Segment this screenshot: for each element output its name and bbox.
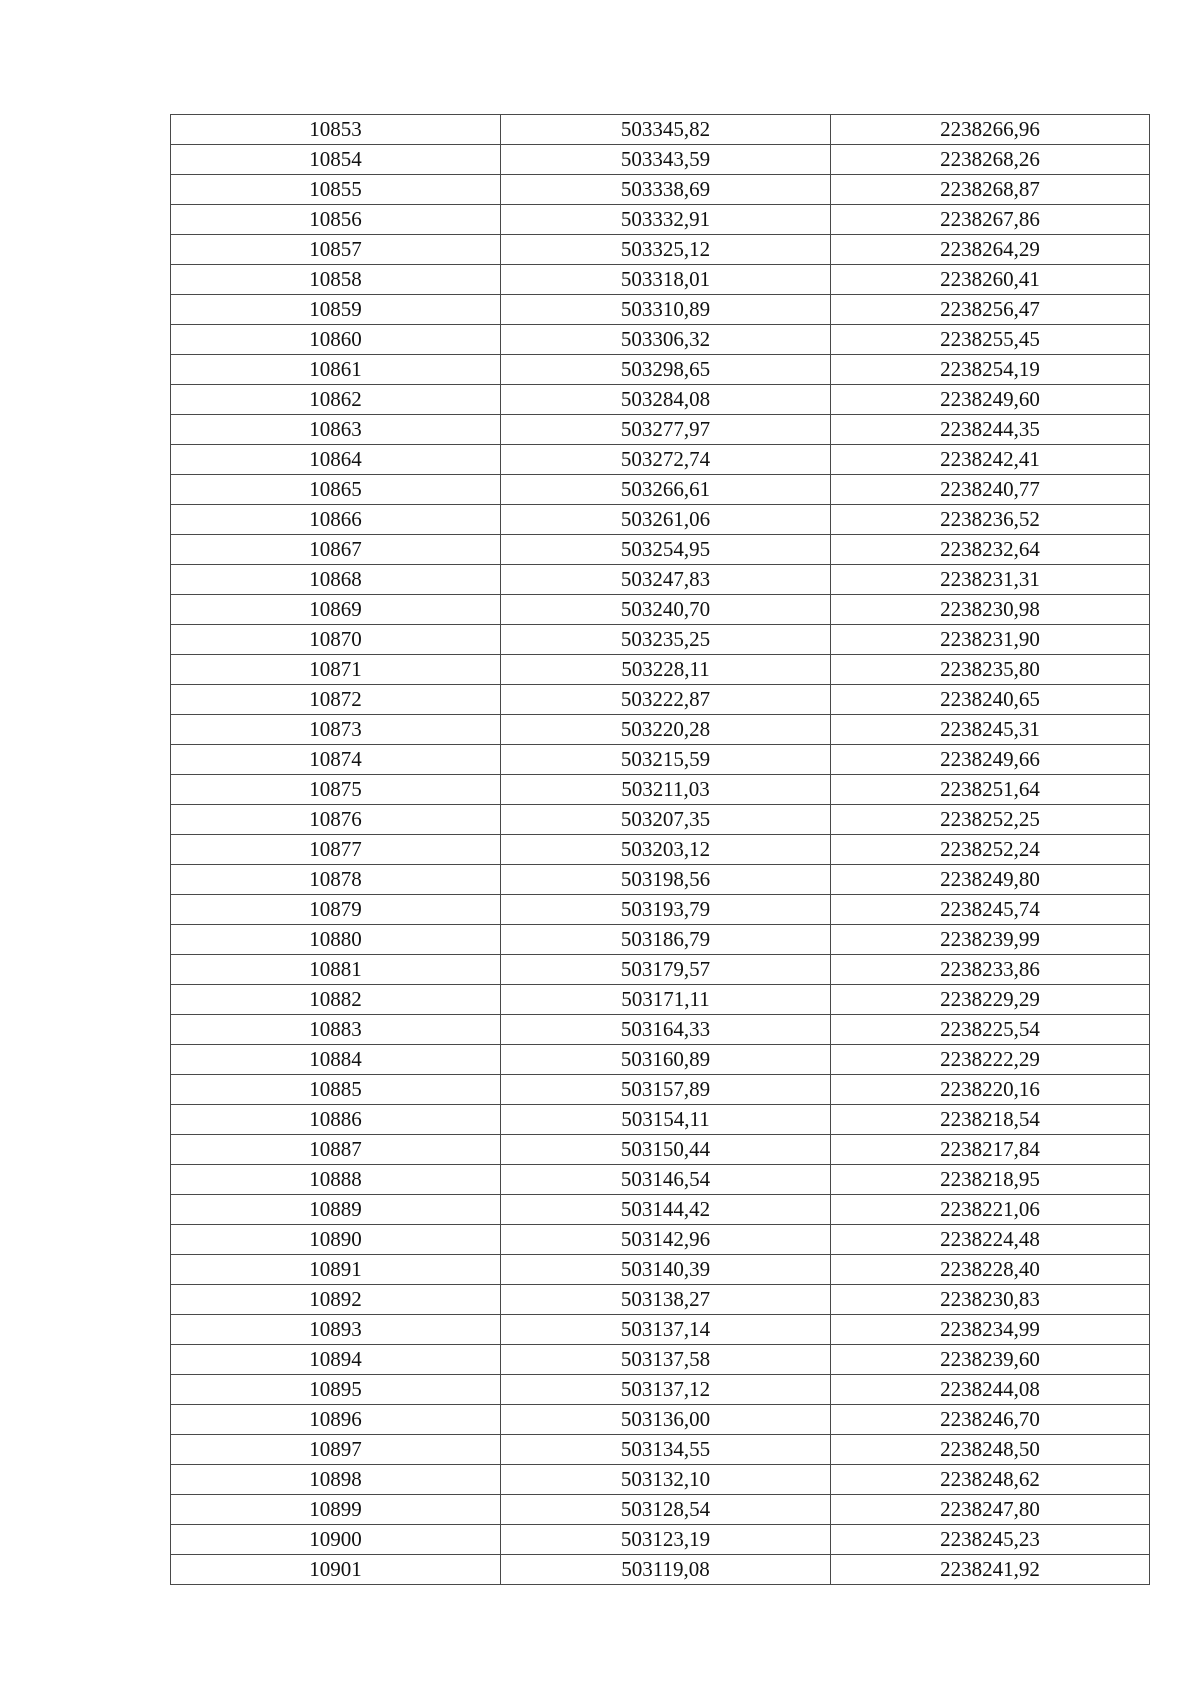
y-coordinate-cell: 2238245,23 bbox=[831, 1525, 1150, 1555]
x-coordinate-cell: 503179,57 bbox=[501, 955, 831, 985]
point-number-cell: 10859 bbox=[171, 295, 501, 325]
point-number-cell: 10884 bbox=[171, 1045, 501, 1075]
y-coordinate-cell: 2238245,31 bbox=[831, 715, 1150, 745]
y-coordinate-cell: 2238233,86 bbox=[831, 955, 1150, 985]
point-number-cell: 10891 bbox=[171, 1255, 501, 1285]
y-coordinate-cell: 2238218,95 bbox=[831, 1165, 1150, 1195]
x-coordinate-cell: 503266,61 bbox=[501, 475, 831, 505]
table-row bbox=[171, 895, 1150, 925]
point-number-cell: 10876 bbox=[171, 805, 501, 835]
point-number-cell: 10883 bbox=[171, 1015, 501, 1045]
y-coordinate-cell: 2238235,80 bbox=[831, 655, 1150, 685]
y-coordinate-cell: 2238249,60 bbox=[831, 385, 1150, 415]
x-coordinate-cell: 503298,65 bbox=[501, 355, 831, 385]
table-row bbox=[171, 1255, 1150, 1285]
x-coordinate-cell: 503150,44 bbox=[501, 1135, 831, 1165]
table-row bbox=[171, 1135, 1150, 1165]
y-coordinate-cell: 2238254,19 bbox=[831, 355, 1150, 385]
point-number-cell: 10868 bbox=[171, 565, 501, 595]
x-coordinate-cell: 503157,89 bbox=[501, 1075, 831, 1105]
x-coordinate-cell: 503142,96 bbox=[501, 1225, 831, 1255]
point-number-cell: 10855 bbox=[171, 175, 501, 205]
point-number-cell: 10865 bbox=[171, 475, 501, 505]
y-coordinate-cell: 2238242,41 bbox=[831, 445, 1150, 475]
y-coordinate-cell: 2238240,77 bbox=[831, 475, 1150, 505]
table-row bbox=[171, 115, 1150, 145]
x-coordinate-cell: 503136,00 bbox=[501, 1405, 831, 1435]
x-coordinate-cell: 503254,95 bbox=[501, 535, 831, 565]
y-coordinate-cell: 2238217,84 bbox=[831, 1135, 1150, 1165]
y-coordinate-cell: 2238228,40 bbox=[831, 1255, 1150, 1285]
table-row bbox=[171, 1465, 1150, 1495]
point-number-cell: 10890 bbox=[171, 1225, 501, 1255]
x-coordinate-cell: 503325,12 bbox=[501, 235, 831, 265]
y-coordinate-cell: 2238249,80 bbox=[831, 865, 1150, 895]
x-coordinate-cell: 503119,08 bbox=[501, 1555, 831, 1585]
point-number-cell: 10901 bbox=[171, 1555, 501, 1585]
point-number-cell: 10873 bbox=[171, 715, 501, 745]
table-row bbox=[171, 1525, 1150, 1555]
point-number-cell: 10861 bbox=[171, 355, 501, 385]
table-row bbox=[171, 865, 1150, 895]
table-row bbox=[171, 1495, 1150, 1525]
point-number-cell: 10866 bbox=[171, 505, 501, 535]
y-coordinate-cell: 2238268,26 bbox=[831, 145, 1150, 175]
point-number-cell: 10892 bbox=[171, 1285, 501, 1315]
table-row bbox=[171, 415, 1150, 445]
point-number-cell: 10886 bbox=[171, 1105, 501, 1135]
y-coordinate-cell: 2238251,64 bbox=[831, 775, 1150, 805]
y-coordinate-cell: 2238264,29 bbox=[831, 235, 1150, 265]
y-coordinate-cell: 2238218,54 bbox=[831, 1105, 1150, 1135]
table-row bbox=[171, 355, 1150, 385]
table-row bbox=[171, 925, 1150, 955]
x-coordinate-cell: 503164,33 bbox=[501, 1015, 831, 1045]
x-coordinate-cell: 503235,25 bbox=[501, 625, 831, 655]
x-coordinate-cell: 503345,82 bbox=[501, 115, 831, 145]
x-coordinate-cell: 503220,28 bbox=[501, 715, 831, 745]
y-coordinate-cell: 2238236,52 bbox=[831, 505, 1150, 535]
y-coordinate-cell: 2238231,90 bbox=[831, 625, 1150, 655]
x-coordinate-cell: 503306,32 bbox=[501, 325, 831, 355]
y-coordinate-cell: 2238246,70 bbox=[831, 1405, 1150, 1435]
x-coordinate-cell: 503222,87 bbox=[501, 685, 831, 715]
table-row bbox=[171, 1285, 1150, 1315]
table-row bbox=[171, 1555, 1150, 1585]
point-number-cell: 10888 bbox=[171, 1165, 501, 1195]
table-row bbox=[171, 1105, 1150, 1135]
table-row bbox=[171, 175, 1150, 205]
x-coordinate-cell: 503132,10 bbox=[501, 1465, 831, 1495]
table-row bbox=[171, 505, 1150, 535]
table-row bbox=[171, 1045, 1150, 1075]
y-coordinate-cell: 2238244,08 bbox=[831, 1375, 1150, 1405]
table-row bbox=[171, 835, 1150, 865]
point-number-cell: 10857 bbox=[171, 235, 501, 265]
y-coordinate-cell: 2238224,48 bbox=[831, 1225, 1150, 1255]
y-coordinate-cell: 2238256,47 bbox=[831, 295, 1150, 325]
point-number-cell: 10898 bbox=[171, 1465, 501, 1495]
point-number-cell: 10881 bbox=[171, 955, 501, 985]
point-number-cell: 10895 bbox=[171, 1375, 501, 1405]
table-row bbox=[171, 325, 1150, 355]
y-coordinate-cell: 2238222,29 bbox=[831, 1045, 1150, 1075]
point-number-cell: 10877 bbox=[171, 835, 501, 865]
table-row bbox=[171, 535, 1150, 565]
point-number-cell: 10864 bbox=[171, 445, 501, 475]
point-number-cell: 10854 bbox=[171, 145, 501, 175]
x-coordinate-cell: 503215,59 bbox=[501, 745, 831, 775]
y-coordinate-cell: 2238229,29 bbox=[831, 985, 1150, 1015]
table-row bbox=[171, 955, 1150, 985]
y-coordinate-cell: 2238252,25 bbox=[831, 805, 1150, 835]
point-number-cell: 10870 bbox=[171, 625, 501, 655]
table-row bbox=[171, 1015, 1150, 1045]
table-row bbox=[171, 205, 1150, 235]
table-row bbox=[171, 1435, 1150, 1465]
y-coordinate-cell: 2238221,06 bbox=[831, 1195, 1150, 1225]
y-coordinate-cell: 2238240,65 bbox=[831, 685, 1150, 715]
point-number-cell: 10860 bbox=[171, 325, 501, 355]
table-row bbox=[171, 565, 1150, 595]
point-number-cell: 10879 bbox=[171, 895, 501, 925]
table-row bbox=[171, 1075, 1150, 1105]
table-row bbox=[171, 1375, 1150, 1405]
table-row bbox=[171, 265, 1150, 295]
point-number-cell: 10869 bbox=[171, 595, 501, 625]
point-number-cell: 10874 bbox=[171, 745, 501, 775]
y-coordinate-cell: 2238220,16 bbox=[831, 1075, 1150, 1105]
table-row bbox=[171, 685, 1150, 715]
x-coordinate-cell: 503128,54 bbox=[501, 1495, 831, 1525]
x-coordinate-cell: 503261,06 bbox=[501, 505, 831, 535]
point-number-cell: 10882 bbox=[171, 985, 501, 1015]
x-coordinate-cell: 503137,12 bbox=[501, 1375, 831, 1405]
x-coordinate-cell: 503144,42 bbox=[501, 1195, 831, 1225]
point-number-cell: 10856 bbox=[171, 205, 501, 235]
x-coordinate-cell: 503203,12 bbox=[501, 835, 831, 865]
y-coordinate-cell: 2238249,66 bbox=[831, 745, 1150, 775]
y-coordinate-cell: 2238266,96 bbox=[831, 115, 1150, 145]
table-row bbox=[171, 805, 1150, 835]
y-coordinate-cell: 2238260,41 bbox=[831, 265, 1150, 295]
y-coordinate-cell: 2238252,24 bbox=[831, 835, 1150, 865]
x-coordinate-cell: 503318,01 bbox=[501, 265, 831, 295]
x-coordinate-cell: 503146,54 bbox=[501, 1165, 831, 1195]
point-number-cell: 10887 bbox=[171, 1135, 501, 1165]
x-coordinate-cell: 503277,97 bbox=[501, 415, 831, 445]
table-row bbox=[171, 145, 1150, 175]
y-coordinate-cell: 2238225,54 bbox=[831, 1015, 1150, 1045]
y-coordinate-cell: 2238248,62 bbox=[831, 1465, 1150, 1495]
y-coordinate-cell: 2238232,64 bbox=[831, 535, 1150, 565]
table-row bbox=[171, 385, 1150, 415]
y-coordinate-cell: 2238247,80 bbox=[831, 1495, 1150, 1525]
table-row bbox=[171, 775, 1150, 805]
table-row bbox=[171, 475, 1150, 505]
table-row bbox=[171, 295, 1150, 325]
point-number-cell: 10858 bbox=[171, 265, 501, 295]
x-coordinate-cell: 503338,69 bbox=[501, 175, 831, 205]
point-number-cell: 10900 bbox=[171, 1525, 501, 1555]
y-coordinate-cell: 2238255,45 bbox=[831, 325, 1150, 355]
point-number-cell: 10871 bbox=[171, 655, 501, 685]
x-coordinate-cell: 503134,55 bbox=[501, 1435, 831, 1465]
y-coordinate-cell: 2238239,60 bbox=[831, 1345, 1150, 1375]
x-coordinate-cell: 503343,59 bbox=[501, 145, 831, 175]
point-number-cell: 10885 bbox=[171, 1075, 501, 1105]
coordinates-table-body bbox=[171, 115, 1150, 1585]
x-coordinate-cell: 503138,27 bbox=[501, 1285, 831, 1315]
point-number-cell: 10862 bbox=[171, 385, 501, 415]
point-number-cell: 10896 bbox=[171, 1405, 501, 1435]
point-number-cell: 10853 bbox=[171, 115, 501, 145]
y-coordinate-cell: 2238239,99 bbox=[831, 925, 1150, 955]
table-row bbox=[171, 1225, 1150, 1255]
x-coordinate-cell: 503272,74 bbox=[501, 445, 831, 475]
point-number-cell: 10889 bbox=[171, 1195, 501, 1225]
point-number-cell: 10863 bbox=[171, 415, 501, 445]
table-row bbox=[171, 1195, 1150, 1225]
y-coordinate-cell: 2238267,86 bbox=[831, 205, 1150, 235]
x-coordinate-cell: 503137,14 bbox=[501, 1315, 831, 1345]
x-coordinate-cell: 503228,11 bbox=[501, 655, 831, 685]
table-row bbox=[171, 1345, 1150, 1375]
x-coordinate-cell: 503137,58 bbox=[501, 1345, 831, 1375]
y-coordinate-cell: 2238231,31 bbox=[831, 565, 1150, 595]
y-coordinate-cell: 2238234,99 bbox=[831, 1315, 1150, 1345]
y-coordinate-cell: 2238248,50 bbox=[831, 1435, 1150, 1465]
x-coordinate-cell: 503247,83 bbox=[501, 565, 831, 595]
table-row bbox=[171, 235, 1150, 265]
y-coordinate-cell: 2238241,92 bbox=[831, 1555, 1150, 1585]
table-row bbox=[171, 1165, 1150, 1195]
x-coordinate-cell: 503160,89 bbox=[501, 1045, 831, 1075]
x-coordinate-cell: 503284,08 bbox=[501, 385, 831, 415]
point-number-cell: 10899 bbox=[171, 1495, 501, 1525]
table-row bbox=[171, 1315, 1150, 1345]
y-coordinate-cell: 2238230,83 bbox=[831, 1285, 1150, 1315]
table-row bbox=[171, 655, 1150, 685]
point-number-cell: 10880 bbox=[171, 925, 501, 955]
y-coordinate-cell: 2238244,35 bbox=[831, 415, 1150, 445]
x-coordinate-cell: 503207,35 bbox=[501, 805, 831, 835]
table-row bbox=[171, 715, 1150, 745]
coordinates-table bbox=[170, 114, 1150, 1585]
table-row bbox=[171, 745, 1150, 775]
table-row bbox=[171, 1405, 1150, 1435]
table-row bbox=[171, 595, 1150, 625]
x-coordinate-cell: 503193,79 bbox=[501, 895, 831, 925]
point-number-cell: 10897 bbox=[171, 1435, 501, 1465]
y-coordinate-cell: 2238230,98 bbox=[831, 595, 1150, 625]
x-coordinate-cell: 503186,79 bbox=[501, 925, 831, 955]
x-coordinate-cell: 503123,19 bbox=[501, 1525, 831, 1555]
point-number-cell: 10893 bbox=[171, 1315, 501, 1345]
x-coordinate-cell: 503211,03 bbox=[501, 775, 831, 805]
x-coordinate-cell: 503310,89 bbox=[501, 295, 831, 325]
x-coordinate-cell: 503154,11 bbox=[501, 1105, 831, 1135]
y-coordinate-cell: 2238245,74 bbox=[831, 895, 1150, 925]
x-coordinate-cell: 503140,39 bbox=[501, 1255, 831, 1285]
x-coordinate-cell: 503332,91 bbox=[501, 205, 831, 235]
table-row bbox=[171, 985, 1150, 1015]
x-coordinate-cell: 503240,70 bbox=[501, 595, 831, 625]
point-number-cell: 10894 bbox=[171, 1345, 501, 1375]
point-number-cell: 10878 bbox=[171, 865, 501, 895]
x-coordinate-cell: 503171,11 bbox=[501, 985, 831, 1015]
point-number-cell: 10875 bbox=[171, 775, 501, 805]
table-row bbox=[171, 625, 1150, 655]
table-row bbox=[171, 445, 1150, 475]
x-coordinate-cell: 503198,56 bbox=[501, 865, 831, 895]
point-number-cell: 10867 bbox=[171, 535, 501, 565]
y-coordinate-cell: 2238268,87 bbox=[831, 175, 1150, 205]
point-number-cell: 10872 bbox=[171, 685, 501, 715]
